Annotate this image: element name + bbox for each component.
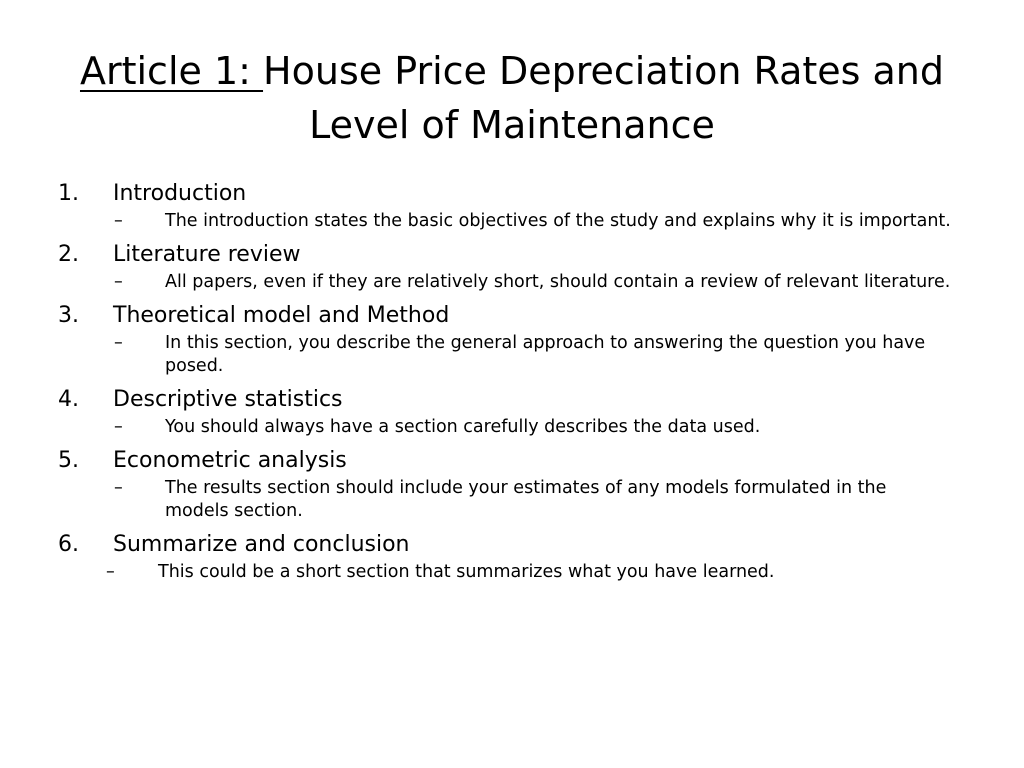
- outline-item: [58, 239, 968, 271]
- outline-item-number: 6.: [58, 532, 79, 557]
- dash-bullet: –: [114, 211, 123, 231]
- outline-subitem-text: This could be a short section that summarizes what you have learned.: [158, 562, 775, 582]
- outline-item: [58, 445, 968, 477]
- outline-item: [58, 178, 968, 210]
- outline-item-number: 5.: [58, 448, 79, 473]
- outline-subitem: [58, 271, 968, 294]
- outline-item-number: 1.: [58, 181, 79, 206]
- outline-item-number: 2.: [58, 242, 79, 267]
- dash-bullet: –: [114, 333, 123, 353]
- outline-subitem: [58, 561, 968, 584]
- outline-item-heading: Descriptive statistics: [113, 387, 343, 412]
- outline-item: [58, 300, 968, 332]
- title-prefix: Article 1:: [79, 49, 264, 93]
- outline-subitem-text: All papers, even if they are relatively short, should contain a review of relevant literature.: [165, 272, 951, 292]
- outline-subitem-text: You should always have a section carefully describes the data used.: [165, 417, 761, 437]
- title-text: House Price Depreciation Rates and Level of Maintenance: [263, 49, 945, 147]
- dash-bullet: –: [114, 417, 123, 437]
- outline-subitem: [58, 416, 968, 439]
- outline-subitem: [58, 210, 968, 233]
- outline-subitem-text: The results section should include your estimates of any models formulated in the models section.: [165, 478, 887, 521]
- outline-item-heading: Theoretical model and Method: [113, 303, 450, 328]
- dash-bullet: –: [114, 272, 123, 292]
- outline-item: [58, 384, 968, 416]
- outline-item-number: 4.: [58, 387, 79, 412]
- outline-item-heading: Econometric analysis: [113, 448, 347, 473]
- dash-bullet: –: [114, 478, 123, 498]
- outline-subitem: [58, 332, 968, 378]
- outline-item-heading: Literature review: [113, 242, 301, 267]
- outline-item-number: 3.: [58, 303, 79, 328]
- outline-subitem: [58, 477, 968, 523]
- slide-title: [60, 44, 964, 152]
- outline-subitem-text: The introduction states the basic objectives of the study and explains why it is important.: [165, 211, 951, 231]
- outline-item: [58, 529, 968, 561]
- outline-item-heading: Introduction: [113, 181, 247, 206]
- outline-item-heading: Summarize and conclusion: [113, 532, 410, 557]
- outline-subitem-text: In this section, you describe the general approach to answering the question you have posed.: [165, 333, 926, 376]
- outline-list: [58, 178, 968, 590]
- dash-bullet: –: [106, 562, 115, 582]
